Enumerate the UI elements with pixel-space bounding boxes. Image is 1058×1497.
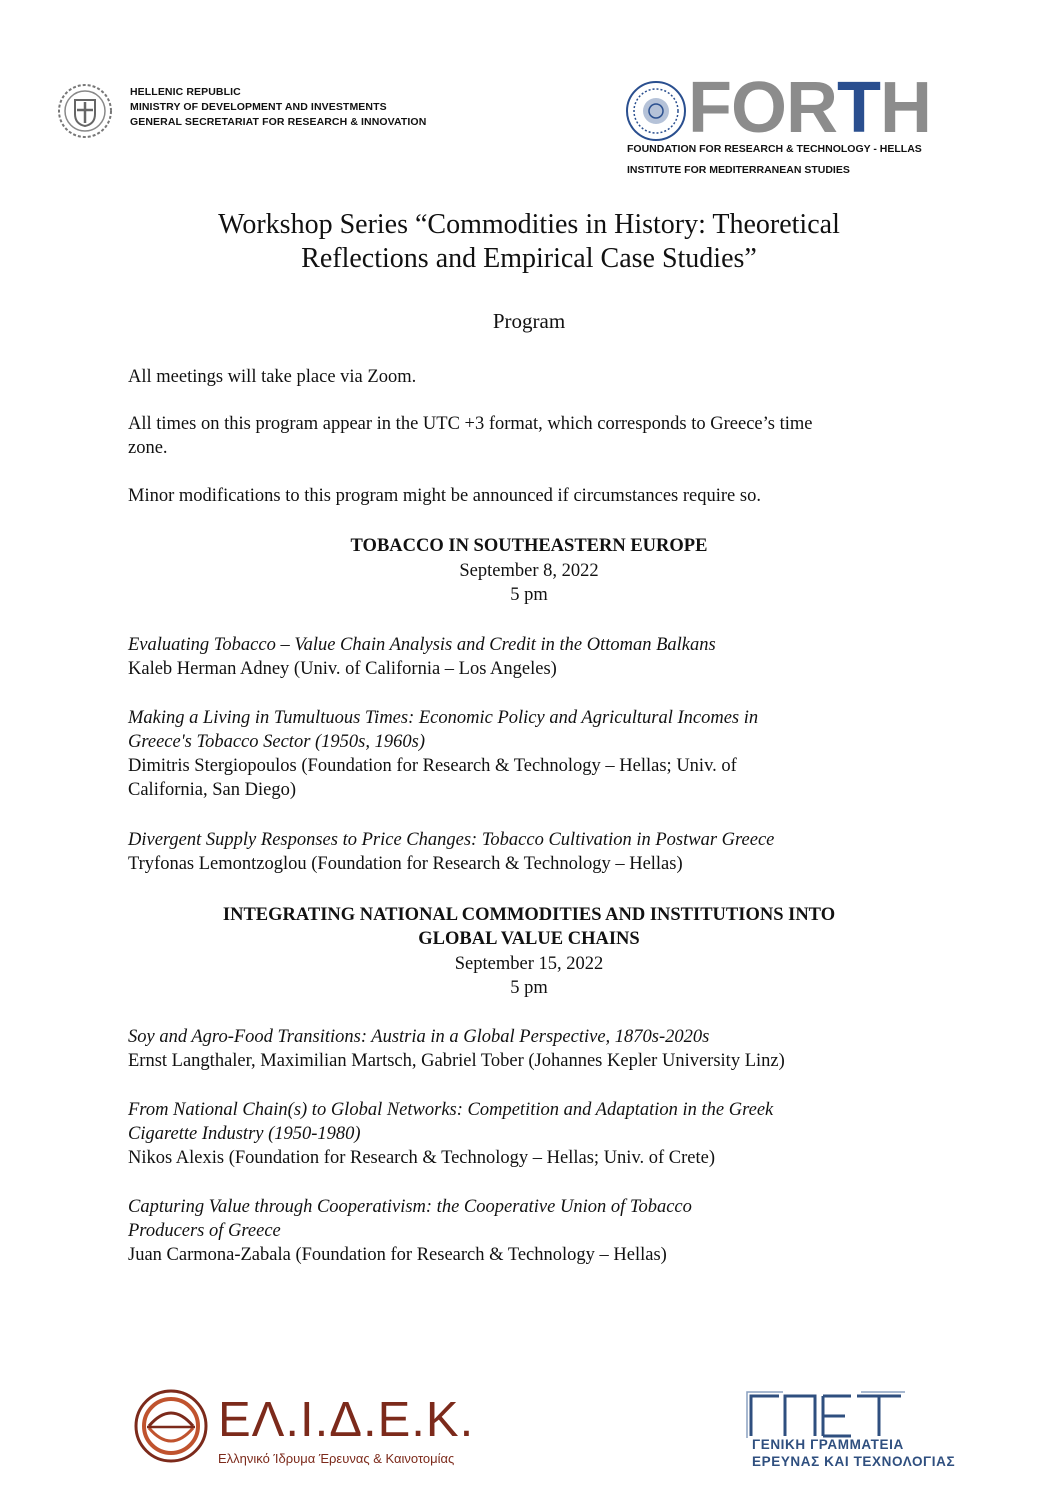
ministry-header [130,85,426,130]
title-line-1: Workshop Series “Commodities in History: Theoretical [218,209,840,240]
session2-heading-line-1: INTEGRATING NATIONAL COMMODITIES AND INSTITUTIONS INTO [222,905,836,925]
ministry-line-1: HELLENIC REPUBLIC [130,86,241,98]
forth-institute-line: INSTITUTE FOR MEDITERRANEAN STUDIES [627,164,850,176]
forth-seal-icon [625,80,687,142]
talk-speaker: California, San Diego) [128,780,296,800]
talk-title: From National Chain(s) to Global Networks: Competition and Adaptation in the Greek [128,1100,774,1120]
intro-zoom: All meetings will take place via Zoom. [128,367,417,387]
session2-date: September 15, 2022 [454,954,604,974]
talk-title: Divergent Supply Responses to Price Changes: Tobacco Cultivation in Postwar Greece [128,830,775,850]
title-line-2: Reflections and Empirical Case Studies” [301,243,757,274]
session2-heading-line-2: GLOBAL VALUE CHAINS [418,929,640,949]
talk-title: Making a Living in Tumultuous Times: Economic Policy and Agricultural Incomes in [128,708,759,728]
intro-timezone-line-2: zone. [128,438,168,458]
forth-logo-text-c: H [879,68,931,148]
forth-foundation-line: FOUNDATION FOR RESEARCH & TECHNOLOGY - HELLAS [627,143,922,155]
talk-speaker: Ernst Langthaler, Maximilian Martsch, Gabriel Tober (Johannes Kepler University Linz) [128,1051,785,1071]
program-heading: Program [492,309,566,333]
talk-title: Soy and Agro-Food Transitions: Austria in a Global Perspective, 1870s-2020s [128,1027,710,1047]
intro-modifications: Minor modifications to this program might be announced if circumstances require so. [128,486,761,506]
session1-date: September 8, 2022 [459,561,599,581]
forth-logo-text-a: FOR [688,68,837,148]
gset-line-2: ΕΡΕΥΝΑΣ ΚΑΙ ΤΕΧΝΟΛΟΓΙΑΣ [752,1454,956,1469]
gset-logo-icon [745,1388,907,1440]
ministry-line-3: GENERAL SECRETARIAT FOR RESEARCH & INNOVATION [130,116,427,128]
elidek-subtitle: Ελληνικό Ίδρυμα Έρευνας & Καινοτομίας [218,1451,455,1466]
talk-title: Cigarette Industry (1950-1980) [128,1124,361,1144]
talk-title: Evaluating Tobacco – Value Chain Analysis and Credit in the Ottoman Balkans [128,635,716,655]
talk-speaker: Nikos Alexis (Foundation for Research & Technology – Hellas; Univ. of Crete) [128,1148,715,1168]
talk-speaker: Juan Carmona-Zabala (Foundation for Research & Technology – Hellas) [128,1245,667,1265]
talk-speaker: Tryfonas Lemontzoglou (Foundation for Research & Technology – Hellas) [128,854,683,874]
gset-line-1: ΓΕΝΙΚΗ ΓΡΑΜΜΑΤΕΙΑ [752,1437,904,1452]
elidek-logo-icon [133,1388,209,1464]
page-title [0,208,1058,276]
forth-logo-text [688,70,931,146]
session1-heading: TOBACCO IN SOUTHEASTERN EUROPE [350,536,708,556]
session1-time: 5 pm [510,585,548,605]
talk-title: Greece's Tobacco Sector (1950s, 1960s) [128,732,425,752]
talk-title: Capturing Value through Cooperativism: the Cooperative Union of Tobacco [128,1197,692,1217]
talk-title: Producers of Greece [128,1221,281,1241]
talk-speaker: Kaleb Herman Adney (Univ. of California – Los Angeles) [128,659,557,679]
elidek-wordmark: ΕΛ.Ι.Δ.Ε.Κ. [218,1393,475,1447]
talk-speaker: Dimitris Stergiopoulos (Foundation for Research & Technology – Hellas; Univ. of [128,756,737,776]
ministry-line-2: MINISTRY OF DEVELOPMENT AND INVESTMENTS [130,101,387,113]
session2-time: 5 pm [510,978,548,998]
greek-coat-of-arms-icon [56,82,114,140]
intro-timezone-line-1: All times on this program appear in the UTC +3 format, which corresponds to Greece’s time [128,414,813,434]
forth-logo-text-b: T [836,68,880,148]
